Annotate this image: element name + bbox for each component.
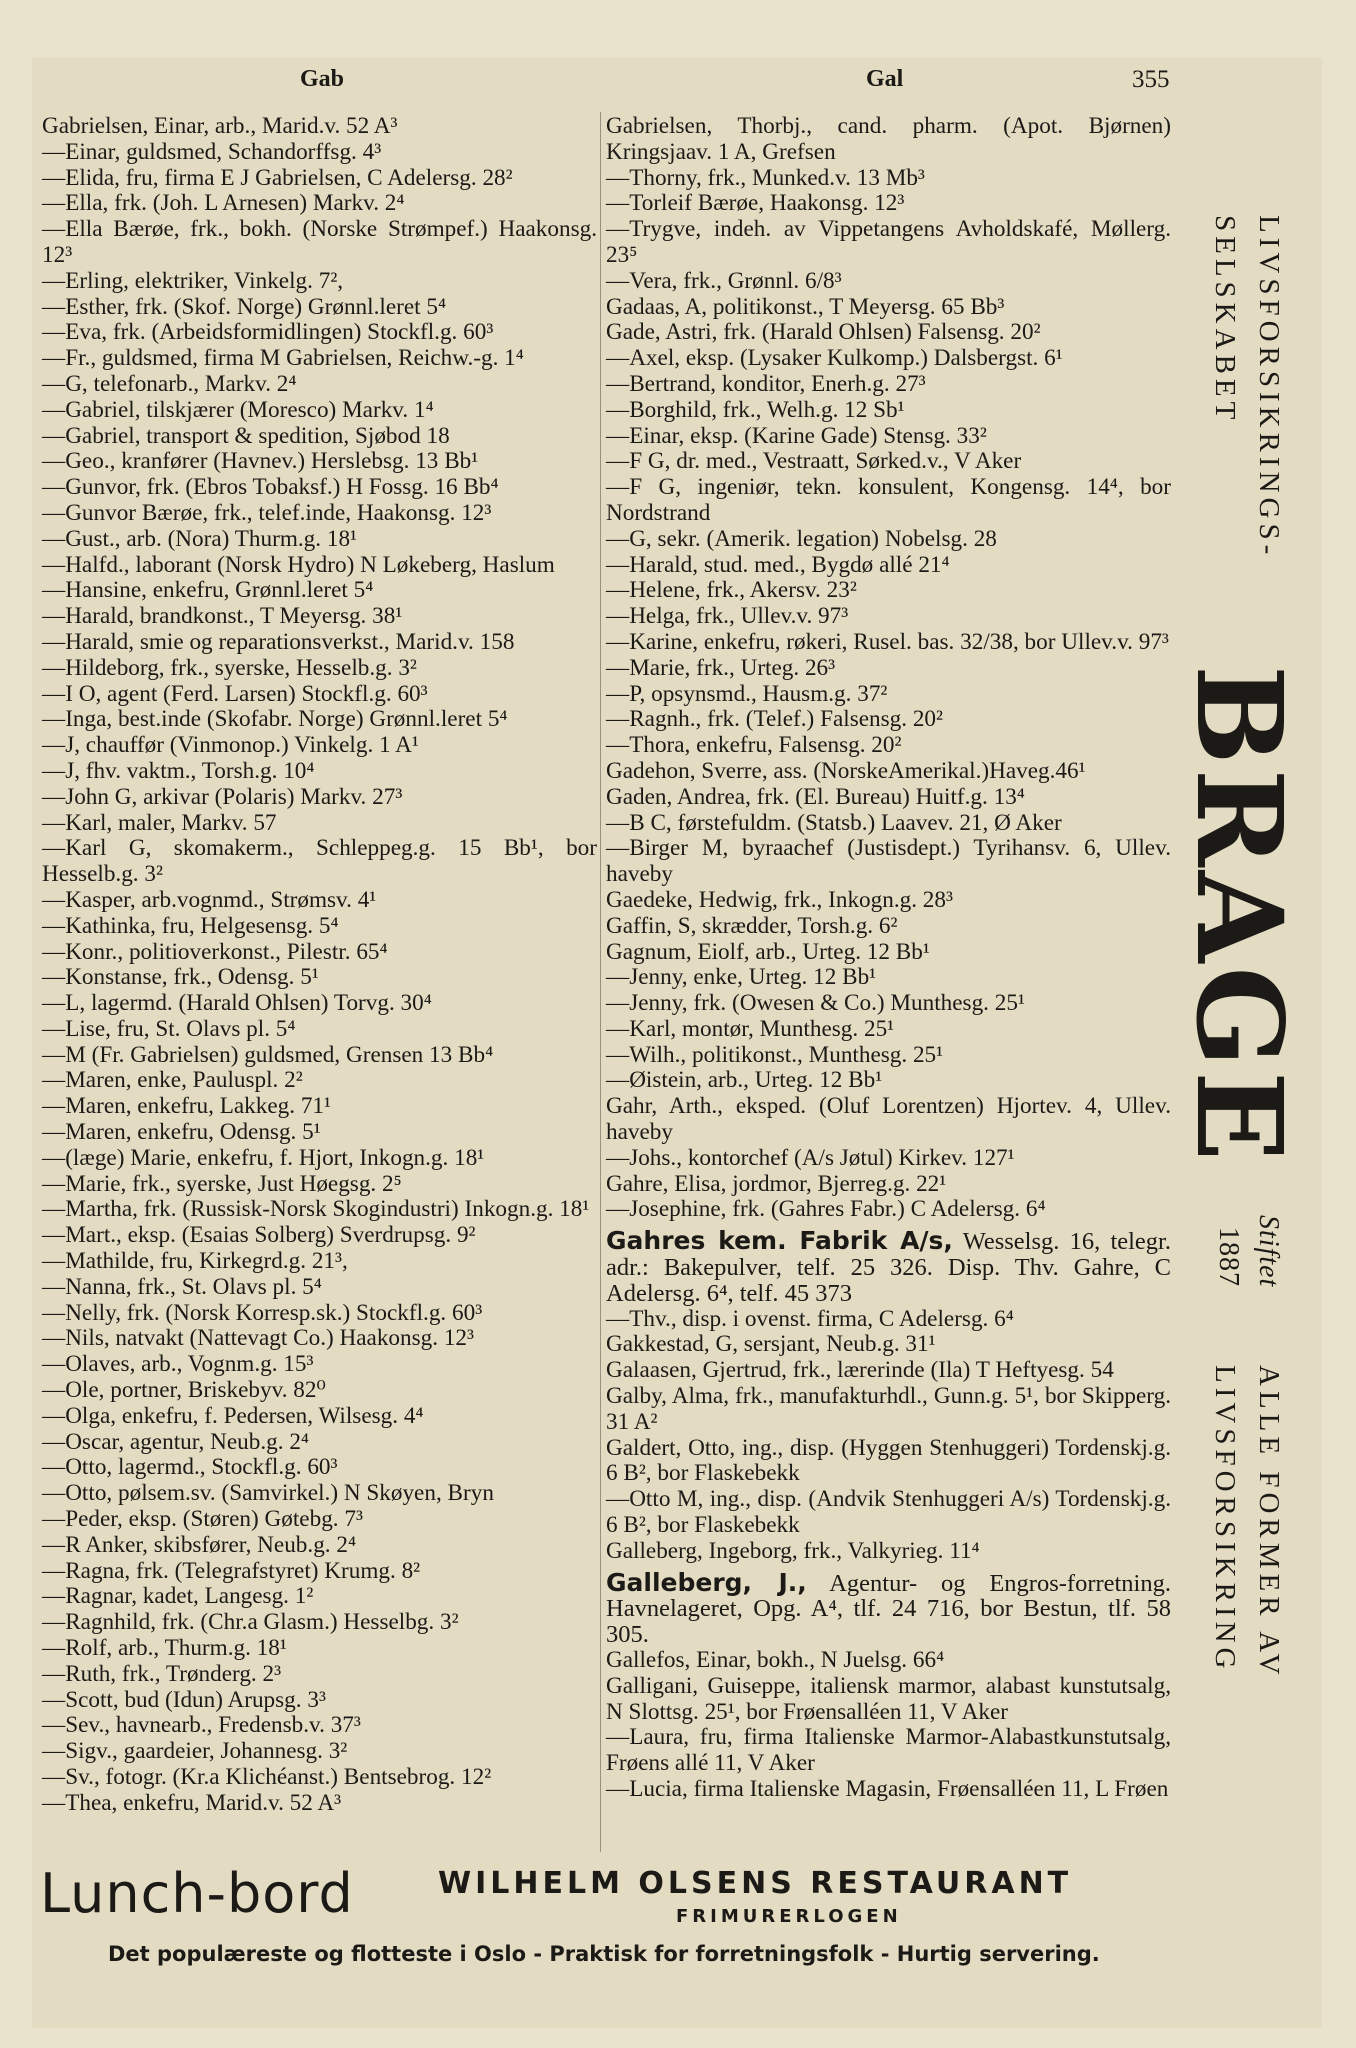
directory-entry: —Nils, natvakt (Nattevagt Co.) Haakonsg. 12³ — [42, 1325, 474, 1352]
ad-subtitle: FRIMURERLOGEN — [676, 1906, 902, 1927]
featured-entry-gahres — [606, 1228, 1171, 1306]
directory-entry: —Thea, enkefru, Marid.v. 52 A³ — [42, 1789, 342, 1816]
sidebar-brand: BRAGE — [1170, 665, 1309, 1166]
directory-entry: —Trygve, indeh. av Vippetangens Avholdskafé, Møllerg. 23⁵ — [606, 216, 1171, 268]
directory-entry: —Thorny, frk., Munked.v. 13 Mb³ — [606, 164, 925, 191]
directory-entry: —Konstanse, frk., Odensg. 5¹ — [42, 964, 319, 991]
directory-entry: Gagnum, Eiolf, arb., Urteg. 12 Bb¹ — [606, 938, 930, 965]
directory-entry: —Helene, frk., Akersv. 23² — [606, 577, 857, 604]
directory-entry: —Mart., eksp. (Esaias Solberg) Sverdrupsg. 9² — [42, 1222, 476, 1249]
directory-entry: —Sigv., gaardeier, Johannesg. 3² — [42, 1738, 348, 1765]
column-divider — [600, 112, 601, 1852]
directory-entry: —Johs., kontorchef (A/s Jøtul) Kirkev. 127¹ — [606, 1144, 1015, 1171]
directory-entry: —Otto, lagermd., Stockfl.g. 60³ — [42, 1454, 338, 1481]
directory-entry: —Thv., disp. i ovenst. firma, C Adelersg. 6⁴ — [606, 1305, 1014, 1332]
directory-entry: —Ragna, frk. (Telegrafstyret) Krumg. 8² — [42, 1557, 421, 1584]
directory-entry: —Erling, elektriker, Vinkelg. 7², — [42, 267, 344, 294]
directory-entry: Gaffin, S, skrædder, Torsh.g. 6² — [606, 912, 898, 939]
directory-entry: —Einar, guldsmed, Schandorffsg. 4³ — [42, 138, 382, 165]
directory-entry: Gaden, Andrea, frk. (El. Bureau) Huitf.g. 13⁴ — [606, 783, 1025, 810]
sidebar-stiftet: Stiftet — [1253, 1215, 1284, 1288]
directory-entry: —Olga, enkefru, f. Pedersen, Wilsesg. 4⁴ — [42, 1402, 424, 1429]
directory-entry: —Einar, eksp. (Karine Gade) Stensg. 33² — [606, 422, 987, 449]
sidebar-line-3: ALLE FORMER AV — [1253, 1365, 1285, 1680]
directory-entry: —Hansine, enkefru, Grønnl.leret 5⁴ — [42, 577, 374, 604]
directory-entry: —G, sekr. (Amerik. legation) Nobelsg. 28 — [606, 525, 997, 552]
sidebar-line-4: LIVSFORSIKRING — [1209, 1365, 1241, 1674]
directory-entry: Gabrielsen, Thorbj., cand. pharm. (Apot. Bjørnen) Kringsjaav. 1 A, Grefsen — [606, 113, 1171, 165]
directory-entry: —Sev., havnearb., Fredensb.v. 37³ — [42, 1712, 361, 1739]
directory-entry: —Borghild, frk., Welh.g. 12 Sb¹ — [606, 396, 905, 423]
directory-entry: Galleberg, Ingeborg, frk., Valkyrieg. 11⁴ — [606, 1537, 980, 1564]
directory-entry: —Halfd., laborant (Norsk Hydro) N Løkeberg, Haslum — [42, 551, 555, 578]
directory-entry: —Ruth, frk., Trønderg. 2³ — [42, 1660, 282, 1687]
directory-entry: —Harald, smie og reparationsverkst., Marid.v. 158 — [42, 628, 515, 655]
directory-entry: Galligani, Guiseppe, italiensk marmor, alabast kunstutsalg, N Slottsg. 25¹, bor Frøensalléen 11, V Aker — [606, 1672, 1171, 1725]
directory-entry: —Eva, frk. (Arbeidsformidlingen) Stockfl.g. 60³ — [42, 319, 494, 346]
directory-entry: —Lise, fru, St. Olavs pl. 5⁴ — [42, 1015, 296, 1042]
directory-entry: —Helga, frk., Ullev.v. 97³ — [606, 603, 849, 630]
directory-entry: —G, telefonarb., Markv. 2⁴ — [42, 370, 297, 397]
directory-entry: —B C, førstefuldm. (Statsb.) Laavev. 21, Ø Aker — [606, 809, 1062, 836]
directory-entry: —Gabriel, transport & spedition, Sjøbod 18 — [42, 422, 450, 449]
directory-entry: —Harald, brandkonst., T Meyersg. 38¹ — [42, 603, 403, 630]
directory-entry: —Karl G, skomakerm., Schleppeg.g. 15 Bb¹, bor Hesselb.g. 3² — [42, 835, 597, 888]
featured-entry-galleberg — [606, 1567, 1171, 1649]
directory-entry: Gahr, Arth., eksped. (Oluf Lorentzen) Hjortev. 4, Ullev. haveby — [606, 1093, 1171, 1146]
directory-entry: —Marie, frk., Urteg. 26³ — [606, 654, 836, 681]
directory-entry: —F G, dr. med., Vestraatt, Sørked.v., V Aker — [606, 448, 1022, 475]
directory-entry: —Vera, frk., Grønnl. 6/8³ — [606, 267, 842, 294]
directory-entry: —Wilh., politikonst., Munthesg. 25¹ — [606, 1041, 944, 1068]
directory-entry: —Bertrand, konditor, Enerh.g. 27³ — [606, 370, 926, 397]
directory-entry: —Gunvor, frk. (Ebros Tobaksf.) H Fossg. 16 Bb⁴ — [42, 474, 499, 501]
directory-entry: —Martha, frk. (Russisk-Norsk Skogindustri) Inkogn.g. 18¹ — [42, 1196, 590, 1223]
featured-name: Galleberg, J., — [606, 1567, 807, 1597]
left-column — [42, 114, 597, 1817]
directory-entry: Gallefos, Einar, bokh., N Juelsg. 66⁴ — [606, 1647, 945, 1674]
directory-entry: —Otto M, ing., disp. (Andvik Stenhuggeri A/s) Tordenskj.g. 6 B², bor Flaskebekk — [606, 1486, 1171, 1539]
ad-restaurant-name: WILHELM OLSENS RESTAURANT — [438, 1866, 1073, 1901]
directory-entry: —Fr., guldsmed, firma M Gabrielsen, Reichw.-g. 1⁴ — [42, 345, 524, 372]
sidebar-year: 1887 — [1213, 1227, 1244, 1287]
directory-entry: —Esther, frk. (Skof. Norge) Grønnl.leret 5⁴ — [42, 293, 447, 320]
directory-entry: —Birger M, byraachef (Justisdept.) Tyrihansv. 6, Ullev. haveby — [606, 835, 1171, 888]
directory-entry: —Harald, stud. med., Bygdø allé 21⁴ — [606, 551, 950, 578]
directory-entry: —Karine, enkefru, røkeri, Rusel. bas. 32/38, bor Ullev.v. 97³ — [606, 628, 1169, 655]
directory-entry: —Elida, fru, firma E J Gabrielsen, C Adelersg. 28² — [42, 164, 513, 191]
directory-entry: —Jenny, enke, Urteg. 12 Bb¹ — [606, 964, 877, 991]
sidebar-advertisement — [1172, 215, 1322, 1875]
directory-entry: —Lucia, firma Italienske Magasin, Frøensalléen 11, L Frøen — [606, 1776, 1169, 1802]
directory-entry: —Ella, frk. (Joh. L Arnesen) Markv. 2⁴ — [42, 190, 405, 217]
directory-entry: —J, chauffør (Vinmonop.) Vinkelg. 1 A¹ — [42, 732, 419, 759]
directory-entry: —Sv., fotogr. (Kr.a Klichéanst.) Bentsebrog. 12² — [42, 1764, 492, 1790]
directory-entry: —John G, arkivar (Polaris) Markv. 27³ — [42, 783, 403, 810]
directory-entry: —Karl, montør, Munthesg. 25¹ — [606, 1015, 895, 1042]
directory-entry: —I O, agent (Ferd. Larsen) Stockfl.g. 60³ — [42, 680, 428, 707]
directory-entry: Gaedeke, Hedwig, frk., Inkogn.g. 28³ — [606, 886, 953, 913]
directory-entry: Galdert, Otto, ing., disp. (Hyggen Stenhuggeri) Tordenskj.g. 6 B², bor Flaskebekk — [606, 1434, 1171, 1487]
featured-details: Wesselsg. 16, telegr. adr.: Bakepulver, telf. 25 326. Disp. Thv. Gahre, C Adelersg. 6⁴, telf. 45 373 — [606, 1228, 1171, 1307]
directory-entry: —Oscar, agentur, Neub.g. 2⁴ — [42, 1428, 310, 1455]
directory-entry: —Geo., kranfører (Havnev.) Herslebsg. 13 Bb¹ — [42, 448, 479, 475]
directory-entry: —Axel, eksp. (Lysaker Kulkomp.) Dalsbergst. 6¹ — [606, 345, 1063, 372]
directory-entry: —Marie, frk., syerske, Just Høegsg. 2⁵ — [42, 1170, 402, 1197]
page-number: 355 — [1132, 66, 1170, 93]
directory-entry: —M (Fr. Gabrielsen) guldsmed, Grensen 13 Bb⁴ — [42, 1041, 494, 1068]
directory-entry: —Gust., arb. (Nora) Thurm.g. 18¹ — [42, 525, 357, 552]
directory-entry: —Ella Bærøe, frk., bokh. (Norske Strømpef.) Haakonsg. 12³ — [42, 216, 597, 268]
ad-tagline: Det populæreste og flotteste i Oslo - Praktisk for forretningsfolk - Hurtig servering. — [108, 1942, 1100, 1966]
ad-lunch-heading: Lunch-bord — [40, 1862, 354, 1925]
sidebar-line-2: SELSKABET — [1209, 215, 1241, 425]
directory-entry: —Karl, maler, Markv. 57 — [42, 809, 277, 836]
directory-entry: Gadaas, A, politikonst., T Meyersg. 65 Bb³ — [606, 293, 1005, 320]
directory-entry: Galaasen, Gjertrud, frk., lærerinde (Ila) T Heftyesg. 54 — [606, 1357, 1114, 1384]
directory-entry: —Torleif Bærøe, Haakonsg. 12³ — [606, 190, 905, 217]
running-head-left: Gab — [300, 66, 345, 92]
directory-entry: —Mathilde, fru, Kirkegrd.g. 21³, — [42, 1248, 348, 1275]
directory-entry: —Gabriel, tilskjærer (Moresco) Markv. 1⁴ — [42, 396, 434, 423]
directory-entry: —Scott, bud (Idun) Arupsg. 3³ — [42, 1686, 326, 1713]
directory-entry: Gabrielsen, Einar, arb., Marid.v. 52 A³ — [42, 113, 398, 139]
directory-entry: —Maren, enkefru, Odensg. 5¹ — [42, 1119, 321, 1146]
directory-entry: —L, lagermd. (Harald Ohlsen) Torvg. 30⁴ — [42, 990, 432, 1017]
directory-entry: —Peder, eksp. (Støren) Gøtebg. 7³ — [42, 1506, 363, 1533]
directory-entry: —F G, ingeniør, tekn. konsulent, Kongensg. 14⁴, bor Nordstrand — [606, 474, 1171, 526]
directory-entry: Gahre, Elisa, jordmor, Bjerreg.g. 22¹ — [606, 1170, 947, 1197]
directory-entry: Gakkestad, G, sersjant, Neub.g. 31¹ — [606, 1331, 936, 1358]
directory-entry: —Nelly, frk. (Norsk Korresp.sk.) Stockfl.g. 60³ — [42, 1299, 483, 1326]
directory-entry: —Jenny, frk. (Owesen & Co.) Munthesg. 25¹ — [606, 990, 1025, 1017]
directory-entry: —Thora, enkefru, Falsensg. 20² — [606, 732, 902, 759]
right-column — [606, 114, 1171, 1803]
directory-entry: —Kasper, arb.vognmd., Strømsv. 4¹ — [42, 886, 377, 913]
directory-entry: —R Anker, skibsfører, Neub.g. 2⁴ — [42, 1531, 357, 1558]
directory-entry: —Rolf, arb., Thurm.g. 18¹ — [42, 1635, 287, 1662]
directory-entry: —Olaves, arb., Vognm.g. 15³ — [42, 1351, 314, 1378]
bottom-advertisement — [40, 1862, 1170, 2012]
directory-entry: —Gunvor Bærøe, frk., telef.inde, Haakonsg. 12³ — [42, 499, 492, 526]
sidebar-line-1: LIVSFORSIKRINGS- — [1253, 215, 1285, 560]
directory-entry: —Otto, pølsem.sv. (Samvirkel.) N Skøyen, Bryn — [42, 1480, 494, 1507]
running-head-middle: Gal — [866, 66, 904, 92]
directory-entry: —Øistein, arb., Urteg. 12 Bb¹ — [606, 1067, 883, 1094]
directory-entry: Gadehon, Sverre, ass. (NorskeAmerikal.)Haveg.46¹ — [606, 757, 1086, 784]
directory-entry: —Laura, fru, firma Italienske Marmor-Alabastkunstutsalg, Frøens allé 11, V Aker — [606, 1724, 1171, 1777]
directory-entry: —Maren, enke, Pauluspl. 2² — [42, 1067, 303, 1094]
directory-entry: Gade, Astri, frk. (Harald Ohlsen) Falsensg. 20² — [606, 319, 1041, 346]
featured-details: Agentur- og Engros-forretning. Havnelageret, Opg. A⁴, tlf. 24 716, bor Bestun, tlf. 58 305. — [606, 1569, 1171, 1649]
directory-entry: —Maren, enkefru, Lakkeg. 71¹ — [42, 1093, 331, 1120]
directory-entry: —Ragnar, kadet, Langesg. 1² — [42, 1583, 314, 1610]
directory-entry: Galby, Alma, frk., manufakturhdl., Gunn.g. 5¹, bor Skipperg. 31 A² — [606, 1383, 1171, 1435]
directory-entry: —Ragnh., frk. (Telef.) Falsensg. 20² — [606, 706, 943, 733]
directory-entry: —Hildeborg, frk., syerske, Hesselb.g. 3² — [42, 654, 417, 681]
directory-entry: —(læge) Marie, enkefru, f. Hjort, Inkogn.g. 18¹ — [42, 1144, 485, 1171]
directory-entry: —Josephine, frk. (Gahres Fabr.) C Adelersg. 6⁴ — [606, 1196, 1046, 1223]
directory-entry: —Kathinka, fru, Helgesensg. 5⁴ — [42, 912, 339, 939]
directory-entry: —Konr., politioverkonst., Pilestr. 65⁴ — [42, 938, 388, 965]
featured-name: Gahres kem. Fabrik A/s, — [606, 1226, 953, 1256]
directory-entry: —J, fhv. vaktm., Torsh.g. 10⁴ — [42, 757, 315, 784]
directory-entry: —Ragnhild, frk. (Chr.a Glasm.) Hesselbg. 3² — [42, 1609, 459, 1636]
directory-entry: —P, opsynsmd., Hausm.g. 37² — [606, 680, 888, 707]
directory-entry: —Ole, portner, Briskebyv. 82⁰ — [42, 1377, 326, 1404]
directory-entry: —Inga, best.inde (Skofabr. Norge) Grønnl.leret 5⁴ — [42, 706, 508, 733]
directory-entry: —Nanna, frk., St. Olavs pl. 5⁴ — [42, 1273, 322, 1300]
